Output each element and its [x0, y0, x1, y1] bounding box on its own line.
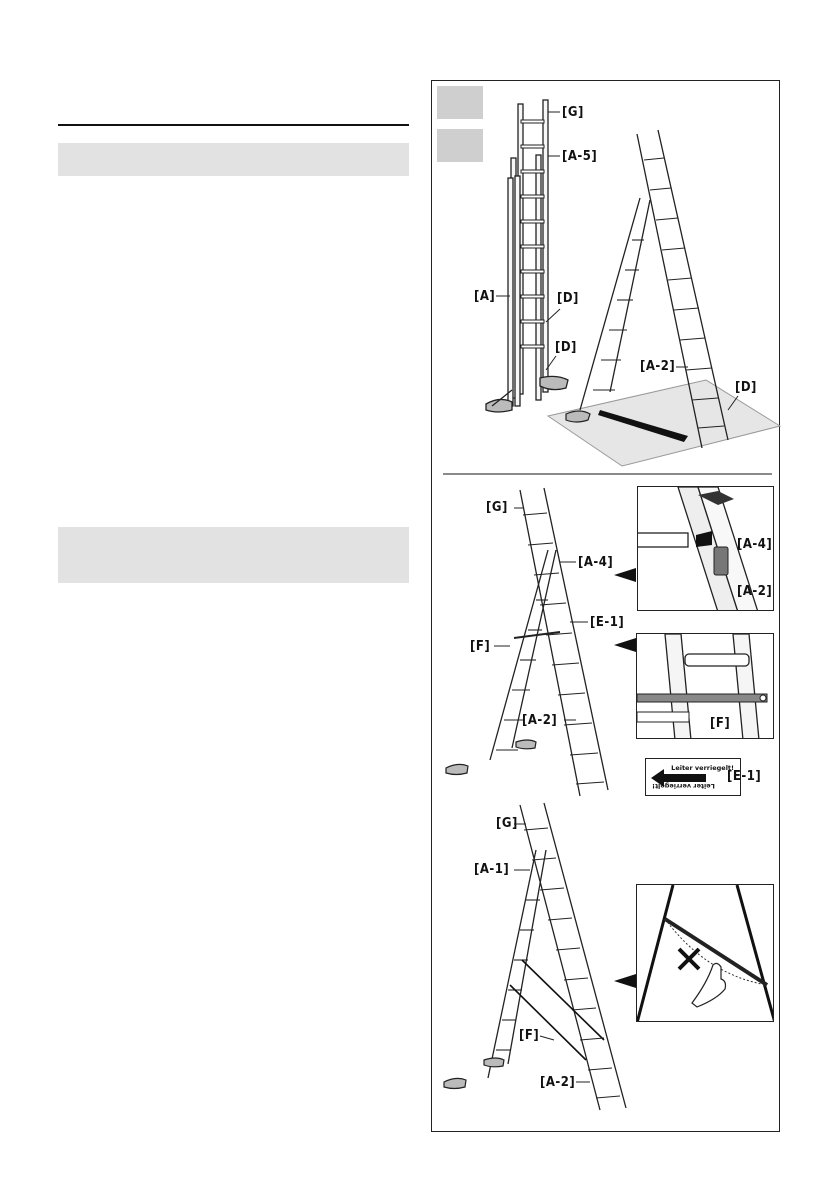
label-e1-sticker: [E-1]: [727, 769, 762, 784]
label-a4-middle: [A-4]: [578, 555, 614, 570]
label-a1: [A-1]: [474, 862, 510, 877]
spreader-detail-drawing: [637, 634, 774, 739]
label-g-middle: [G]: [486, 500, 508, 515]
label-d-top-right: [D]: [735, 380, 757, 395]
label-d-1: [D]: [557, 291, 579, 306]
label-d-2: [D]: [555, 340, 577, 355]
label-a4-inset: [A-4]: [737, 537, 773, 552]
label-a2-middle: [A-2]: [522, 713, 558, 728]
label-a2-inset: [A-2]: [737, 584, 773, 599]
inset-hand-warning: [636, 884, 774, 1022]
hand-warning-drawing: [637, 885, 774, 1022]
label-g-bottom: [G]: [496, 816, 518, 831]
label-e1-middle: [E-1]: [590, 615, 625, 630]
label-f-bottom: [F]: [519, 1028, 540, 1043]
inset-spreader-detail: [636, 633, 774, 739]
label-a5: [A-5]: [562, 149, 598, 164]
sticker-text: Leiter verriegelt!: [671, 764, 734, 772]
label-a2-bottom: [A-2]: [540, 1075, 576, 1090]
label-a2-top: [A-2]: [640, 359, 676, 374]
sticker-text-inverted: Leiter verriegelt!: [652, 782, 715, 790]
label-g-top: [G]: [562, 105, 584, 120]
label-f-middle: [F]: [470, 639, 491, 654]
label-f-inset: [F]: [710, 716, 731, 731]
label-a: [A]: [474, 289, 496, 304]
